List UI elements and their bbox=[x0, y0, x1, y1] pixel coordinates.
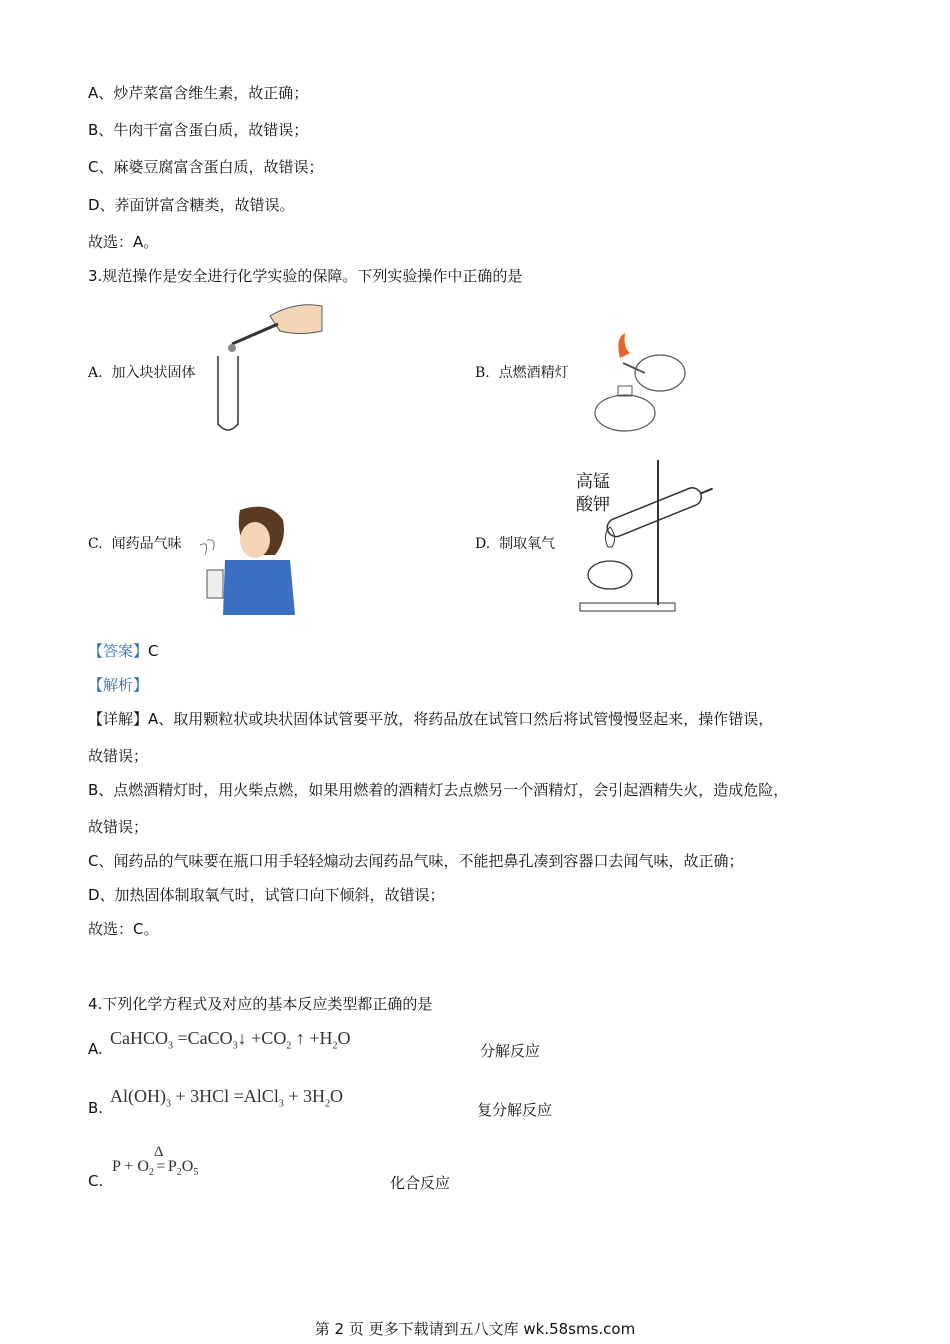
question-3-stem: 3.规范操作是安全进行化学实验的保障。下列实验操作中正确的是 bbox=[88, 267, 523, 285]
figure-smell-chemical bbox=[195, 500, 300, 615]
q4-option-b-type: 复分解反应 bbox=[477, 1101, 553, 1119]
analysis-tag: 【解析】 bbox=[88, 676, 149, 694]
detail-line-3: B、点燃酒精灯时，用火柴点燃，如果用燃着的酒精灯去点燃另一个酒精灯，会引起酒精失火，造成危险， bbox=[88, 781, 789, 799]
choice-line: 故选：A。 bbox=[88, 233, 159, 251]
test-tube-icon bbox=[605, 485, 704, 539]
alcohol-lamp-icon bbox=[588, 561, 632, 589]
detail-line-5: C、闻药品的气味要在瓶口用手轻轻煽动去闻药品气味，不能把鼻孔凑到容器口去闻气味，故正确； bbox=[88, 852, 744, 870]
option-b bbox=[475, 362, 569, 382]
delta-symbol: Δ bbox=[153, 1144, 164, 1160]
option-letter: D. bbox=[475, 536, 491, 552]
answer-line-d: D、荞面饼富含糖类，故错误。 bbox=[88, 196, 295, 214]
answer-value: C bbox=[148, 642, 159, 660]
stand-base bbox=[580, 603, 675, 611]
option-label: 点燃酒精灯 bbox=[498, 365, 569, 381]
detail-line-1 bbox=[88, 708, 773, 729]
equation-a: CaHCO$_3$ =CaCO$_3$↓ $+CO_2$ ↑ $+H_2O$ bbox=[110, 1028, 351, 1052]
bottle-icon bbox=[207, 570, 223, 598]
option-letter: A. bbox=[88, 365, 103, 381]
answer-tag: 【答案】 bbox=[88, 642, 149, 660]
q4-option-c-type: 化合反应 bbox=[390, 1174, 451, 1192]
answer-line-a: A、炒芹菜富含维生素，故正确； bbox=[88, 84, 309, 102]
lamp-upper-icon bbox=[635, 355, 685, 391]
figure-label-line2: 酸钾 bbox=[576, 495, 610, 515]
option-a bbox=[88, 362, 195, 382]
q4-option-a-letter: A. bbox=[88, 1040, 103, 1058]
tweezers bbox=[232, 324, 278, 344]
figure-oxygen-setup bbox=[570, 455, 720, 615]
option-d bbox=[475, 533, 555, 553]
detail-line-7: 故选：C。 bbox=[88, 920, 159, 938]
answer-line-c: C、麻婆豆腐富含蛋白质，故错误； bbox=[88, 158, 324, 176]
option-letter: C. bbox=[88, 536, 103, 552]
page-footer: 第 2 页 更多下载请到五八文库 wk.58sms.com bbox=[314, 1320, 636, 1338]
option-c bbox=[88, 533, 182, 553]
figure-label-line1: 高锰 bbox=[576, 472, 610, 492]
option-label: 闻药品气味 bbox=[111, 536, 182, 552]
detail-line-6: D、加热固体制取氧气时，试管口向下倾斜，故错误； bbox=[88, 886, 445, 904]
question-4-stem: 4.下列化学方程式及对应的基本反应类型都正确的是 bbox=[88, 995, 433, 1013]
sweater bbox=[223, 560, 295, 615]
flame-icon bbox=[618, 333, 630, 358]
detail-line-2: 故错误； bbox=[88, 747, 149, 765]
answer-row bbox=[88, 640, 159, 661]
lamp-lower-icon bbox=[595, 395, 655, 431]
option-letter: B. bbox=[475, 365, 490, 381]
option-label: 加入块状固体 bbox=[111, 365, 196, 381]
test-tube-icon bbox=[218, 356, 238, 430]
option-label: 制取氧气 bbox=[499, 536, 556, 552]
figure-alcohol-lamps bbox=[585, 328, 695, 438]
detail-text: A、取用颗粒状或块状固体试管要平放，将药品放在试管口然后将试管慢慢竖起来，操作错误， bbox=[148, 710, 774, 728]
figure-add-solid bbox=[210, 296, 330, 436]
equation-c: $P + O_2$ Δ = $P_2O_5$ bbox=[112, 1144, 199, 1179]
solid-particle-icon bbox=[228, 344, 236, 352]
detail-line-4: 故错误； bbox=[88, 818, 149, 836]
q4-option-b-letter: B. bbox=[88, 1099, 104, 1117]
detail-tag: 【详解】 bbox=[88, 710, 149, 728]
answer-line-b: B、牛肉干富含蛋白质，故错误； bbox=[88, 121, 309, 139]
equation-b: $Al(OH)_3 + 3HCl$ =AlCl$_3$ + $3H_2O$ bbox=[110, 1086, 343, 1110]
q4-option-c-letter: C. bbox=[88, 1172, 104, 1190]
q4-option-a-type: 分解反应 bbox=[480, 1042, 541, 1060]
